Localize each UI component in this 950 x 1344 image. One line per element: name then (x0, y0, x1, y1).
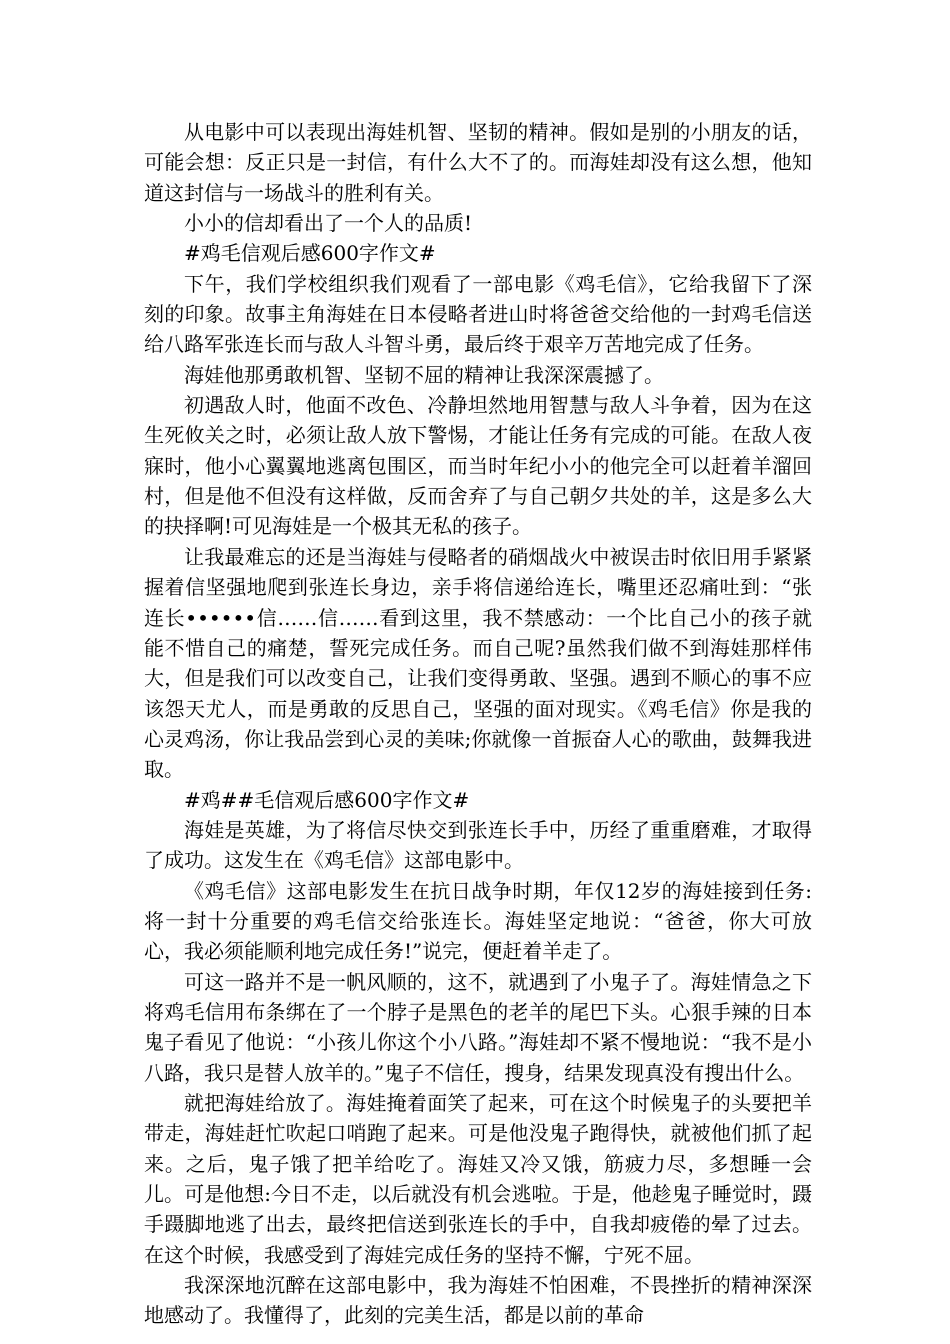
paragraph: 就把海娃给放了。海娃掩着面笑了起来，可在这个时候鬼子的头要把羊带走，海娃赶忙吹起口哨跑了起来。可是他没鬼子跑得快，就被他们抓了起来。之后，鬼子饿了把羊给吃了。海娃又冷又饿，筋疲力尽，多想睡一会儿。可是他想:今日不走，以后就没有机会逃啦。于是，他趁鬼子睡觉时，蹑手蹑脚地逃了出去，最终把信送到张连长的手中，自我却疲倦的晕了过去。在这个时候，我感受到了海娃完成任务的坚持不懈，宁死不屈。 (144, 1091, 812, 1267)
paragraph: 《鸡毛信》这部电影发生在抗日战争时期，年仅12岁的海娃接到任务:将一封十分重要的鸡毛信交给张连长。海娃坚定地说：“爸爸，你大可放心，我必须能顺利地完成任务!”说完，便赶着羊走了。 (144, 878, 812, 964)
paragraph: 海娃他那勇敢机智、坚韧不屈的精神让我深深震撼了。 (184, 362, 664, 387)
document-page (144, 117, 812, 1331)
paragraph: 从电影中可以表现出海娃机智、坚韧的精神。假如是别的小朋友的话，可能会想：反正只是一封信，有什么大不了的。而海娃却没有这么想，他知道这封信与一场战斗的胜利有关。 (144, 120, 812, 205)
paragraph: 让我最难忘的还是当海娃与侵略者的硝烟战火中被误击时依旧用手紧紧握着信坚强地爬到张连长身边，亲手将信递给连长，嘴里还忍痛吐到：“张连长••••••信……信……看到这里，我不禁感动：一个比自己小的孩子就能不惜自己的痛楚，誓死完成任务。而自己呢?虽然我们做不到海娃那样伟大，但是我们可以改变自己，让我们变得勇敢、坚强。遇到不顺心的事不应该怨天尤人，而是勇敢的反思自己，坚强的面对现实。《鸡毛信》你是我的心灵鸡汤，你让我品尝到心灵的美味;你就像一首振奋人心的歌曲，鼓舞我进取。 (144, 544, 812, 782)
paragraph: 海娃是英雄，为了将信尽快交到张连长手中，历经了重重磨难，才取得了成功。这发生在《鸡毛信》这部电影中。 (144, 817, 812, 873)
paragraph: 下午，我们学校组织我们观看了一部电影《鸡毛信》，它给我留下了深刻的印象。故事主角海娃在日本侵略者进山时将爸爸交给他的一封鸡毛信送给八路军张连长而与敌人斗智斗勇，最后终于艰辛万苦地完成了任务。 (144, 271, 812, 357)
section-heading: #鸡毛信观后感600字作文# (184, 241, 436, 266)
paragraph: 我深深地沉醉在这部电影中，我为海娃不怕困难，不畏挫折的精神深深地感动了。我懂得了，此刻的完美生活，都是以前的革命 (144, 1273, 812, 1328)
paragraph: 初遇敌人时，他面不改色、冷静坦然地用智慧与敌人斗争着，因为在这生死攸关之时，必须让敌人放下警惕，才能让任务有完成的可能。在敌人夜寐时，他小心翼翼地逃离包围区，而当时年纪小小的他完全可以赶着羊溜回村，但是他不但没有这样做，反而舍弃了与自己朝夕共处的羊，这是多么大的抉择啊!可见海娃是一个极其无私的孩子。 (144, 393, 812, 539)
section-heading: #鸡##毛信观后感600字作文# (184, 787, 470, 812)
paragraph: 可这一路并不是一帆风顺的，这不，就遇到了小鬼子了。海娃情急之下将鸡毛信用布条绑在了一个脖子是黑色的老羊的尾巴下头。心狠手辣的日本鬼子看见了他说：“小孩儿你这个小八路。”海娃却不紧不慢地说：“我不是小八路，我只是替人放羊的。”鬼子不信任，搜身，结果发现真没有搜出什么。 (144, 969, 812, 1085)
paragraph: 小小的信却看出了一个人的品质! (184, 211, 473, 236)
